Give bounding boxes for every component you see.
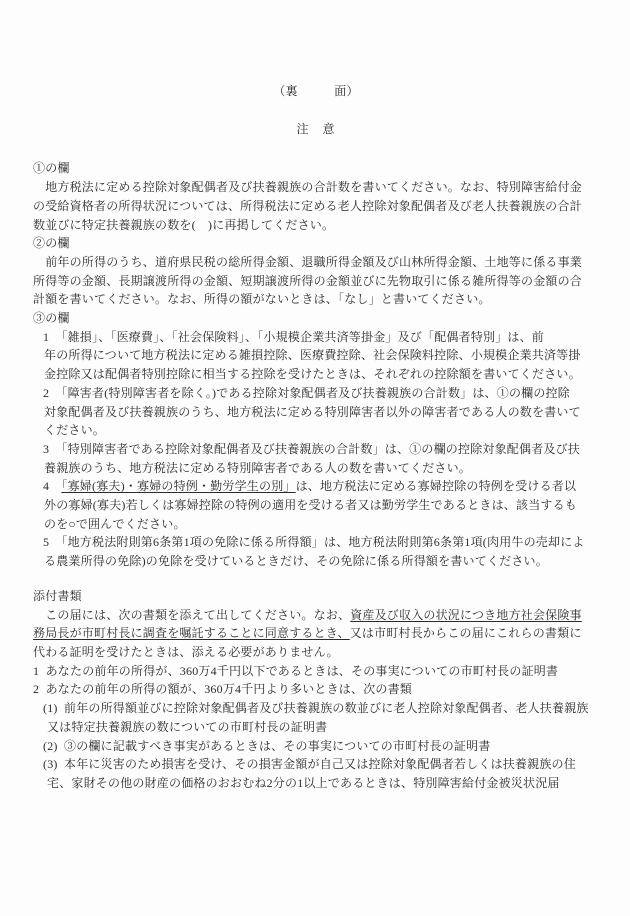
- field3-item4-line: 外の寡婦(寡夫)若しくは寡婦控除の特例の適用を受ける者又は勤労学生であるときは、該当するも: [44, 498, 577, 513]
- intro-plain: 又は市町村長からこの届にこれらの書類に: [349, 626, 582, 641]
- intro-underlined: 資産及び収入の状況につき地方社会保険事: [350, 607, 582, 622]
- field2-line: 計額を書いてください。なお、所得の額がないときは、「なし」と書いてください。: [33, 292, 491, 307]
- attachments-item1: 1 あなたの前年の所得が、360万4千円以下であるときは、その事実についての市町村長の証明書: [33, 663, 559, 678]
- intro-plain: この届には、次の書類を添えて出してください。なお、: [33, 607, 351, 622]
- field3-item1-line: 年の所得について地方税法に定める雑損控除、医療費控除、社会保険料控除、小規模企業共済等掛: [44, 348, 581, 363]
- attachments-intro-line: [33, 606, 599, 625]
- attachments-intro-line: [33, 624, 599, 643]
- intro-underlined: 務局長が市町村長に調査を嘱託することに同意するとき、: [33, 626, 350, 641]
- field3-item5-line: 5 「地方税法附則第6条第1項の免除に係る所得額」は、地方税法附則第6条第1項(肉用牛の売却によ: [43, 535, 585, 550]
- field3-item1-line: 金控除又は配偶者特別控除に相当する控除を受けたときは、それぞれの控除額を書いてください。: [44, 367, 581, 382]
- field2-heading: ②の欄: [33, 236, 70, 251]
- attachments-sub1-line: 又は特定扶養親族の数についての市町村長の証明書: [47, 719, 328, 734]
- attachments-heading: 添付書類: [33, 588, 82, 603]
- field2-line: 所得等の金額、長期譲渡所得の金額、短期譲渡所得の金額並びに先物取引に係る雑所得等の金額の合: [33, 273, 583, 288]
- field1-line: 数並びに特定扶養親族の数を( )に再掲してください。: [33, 217, 335, 232]
- field3-item4-line: のを○で囲んでください。: [44, 516, 186, 531]
- document-content: [33, 0, 599, 793]
- item4-number: 4: [43, 479, 62, 494]
- field3-item3-line: 3 「特別障害者である控除対象配偶者及び扶養親族の合計数」は、①の欄の控除対象配偶者及び扶: [43, 441, 581, 456]
- item4-underlined-term: 「寡婦(寡夫)・寡婦の特例・勤労学生の別」: [61, 479, 296, 494]
- attachments-sub2-line: (2) ③の欄に記載すべき事実があるときは、その事実についての市町村長の証明書: [43, 738, 491, 753]
- attachments-sub3-line: 宅、家財その他の財産の価格のおおむね2分の1以上であるときは、特別障害給付金被災状況届: [47, 775, 560, 790]
- page-side-label: （裏 面）: [273, 84, 359, 98]
- attachments-sub1-line: (1) 前年の所得額並びに控除対象配偶者及び扶養親族の数並びに老人控除対象配偶者、老人扶養親族: [43, 701, 589, 716]
- field1-line: の受給資格者の所得状況については、所得税法に定める老人控除対象配偶者及び老人扶養親族の合計: [33, 198, 582, 213]
- field3-item5-line: る農業所得の免除)の免除を受けているときだけ、その免除に係る所得額を書いてください。: [44, 554, 548, 569]
- attachments-intro-line: 代わる証明を受けたときは、添える必要がありません。: [33, 644, 339, 659]
- field3-heading: ③の欄: [33, 311, 70, 326]
- field2-line: 前年の所得のうち、道府県民税の総所得金額、退職所得金額及び山林所得金額、土地等に係る事業: [33, 254, 583, 269]
- field3-item2-line: ください。: [44, 423, 106, 438]
- page-title: 注 意: [296, 121, 336, 136]
- field3-item2-line: 対象配偶者及び扶養親族のうち、地方税法に定める特別障害者以外の障害者である人の数を書いて: [44, 404, 581, 419]
- field3-item3-line: 養親族のうち、地方税法に定める特別障害者である人の数を書いてください。: [44, 460, 472, 475]
- field3-item1-line: 1 「雑損」、「医療費」、「社会保険料」、「小規模企業共済等掛金」及び「配偶者特別」は、前: [43, 329, 545, 344]
- item4-rest: は、地方税法に定める寡婦控除の特例を受ける者以: [295, 479, 577, 494]
- attachments-item2: 2 あなたの前年の所得の額が、360万4千円より多いときは、次の書類: [33, 682, 413, 697]
- attachments-sub3-line: (3) 本年に災害のため損害を受け、その損害金額が自己又は控除対象配偶者若しくは扶養親族の住: [43, 757, 576, 772]
- field3-item2-line: 2 「障害者(特別障害者を除く。)である控除対象配偶者及び扶養親族の合計数」は、①の欄の控除: [43, 385, 570, 400]
- field3-item4-line: [33, 477, 599, 496]
- field1-heading: ①の欄: [33, 161, 70, 176]
- field1-line: 地方税法に定める控除対象配偶者及び扶養親族の合計数を書いてください。なお、特別障害給付金: [33, 180, 583, 195]
